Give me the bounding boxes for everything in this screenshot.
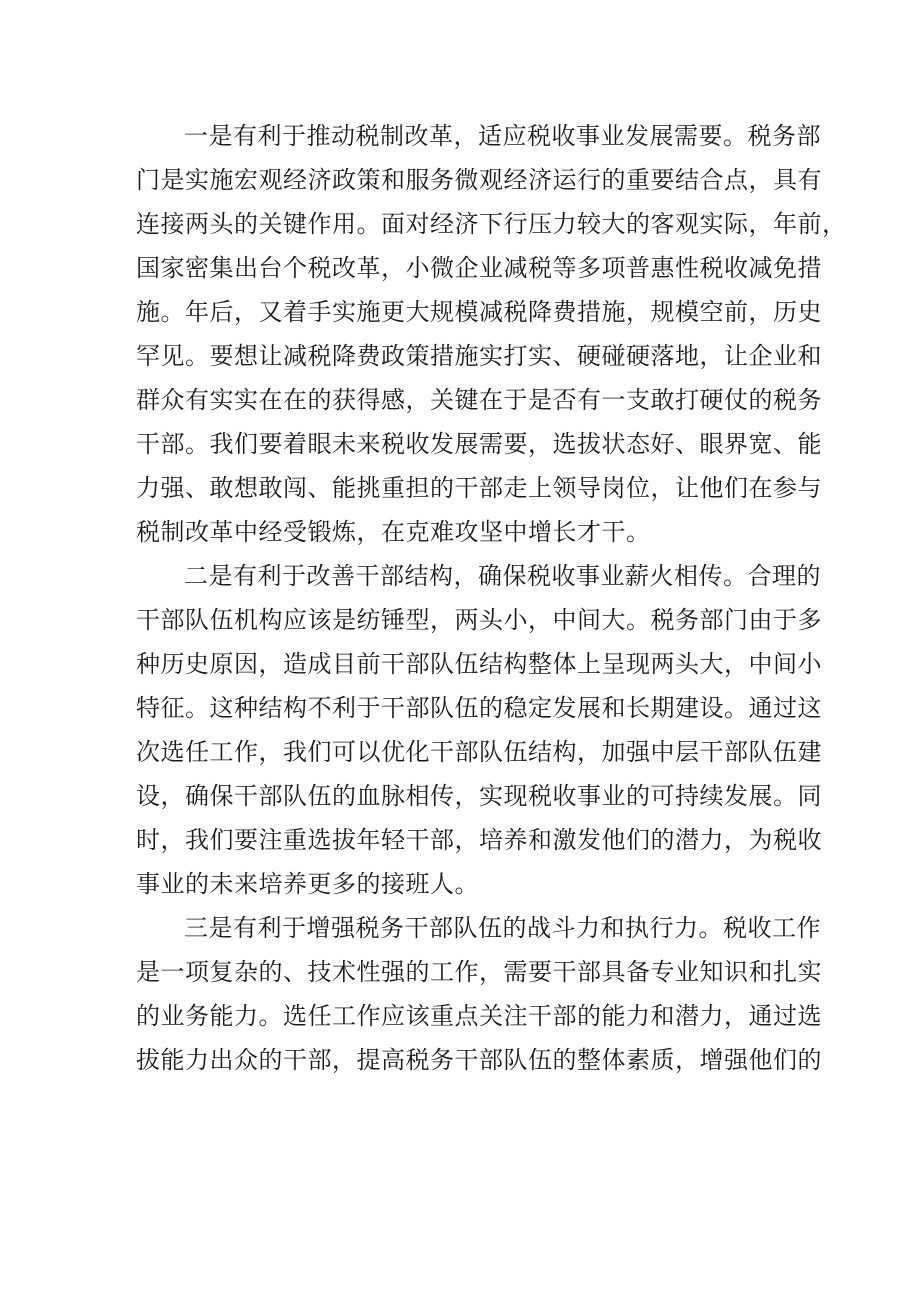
- paragraph-1-line: 一是有利于推动税制改革，适应税收事业发展需要。税务部: [184, 122, 821, 150]
- paragraph-1-line: 群众有实实在在的获得感，关键在于是否有一支敢打硬仗的税务: [136, 386, 822, 414]
- paragraph-1-line: 国家密集出台个税改革，小微企业减税等多项普惠性税收减免措: [136, 254, 822, 282]
- paragraph-2-line: 时，我们要注重选拔年轻干部，培养和激发他们的潜力，为税收: [136, 826, 822, 854]
- paragraph-2-line: 设，确保干部队伍的血脉相传，实现税收事业的可持续发展。同: [136, 782, 822, 810]
- paragraph-3-line: 三是有利于增强税务干部队伍的战斗力和执行力。税收工作: [184, 914, 821, 942]
- paragraph-1-line: 税制改革中经受锻炼，在克难攻坚中增长才干。: [136, 518, 651, 546]
- paragraph-1-line: 连接两头的关键作用。面对经济下行压力较大的客观实际，年前，: [136, 210, 847, 238]
- paragraph-2-line: 干部队伍机构应该是纺锤型，两头小，中间大。税务部门由于多: [136, 606, 822, 634]
- paragraph-1-line: 罕见。要想让减税降费政策措施实打实、硬碰硬落地，让企业和: [136, 342, 822, 370]
- paragraph-3-line: 是一项复杂的、技术性强的工作，需要干部具备专业知识和扎实: [136, 958, 822, 986]
- paragraph-3-line: 拔能力出众的干部，提高税务干部队伍的整体素质，增强他们的: [136, 1046, 822, 1074]
- paragraph-1-line: 力强、敢想敢闯、能挑重担的干部走上领导岗位，让他们在参与: [136, 474, 822, 502]
- paragraph-2-line: 次选任工作，我们可以优化干部队伍结构，加强中层干部队伍建: [136, 738, 822, 766]
- paragraph-3-line: 的业务能力。选任工作应该重点关注干部的能力和潜力，通过选: [136, 1002, 822, 1030]
- paragraph-1-line: 门是实施宏观经济政策和服务微观经济运行的重要结合点，具有: [136, 166, 822, 194]
- paragraph-2-line: 特征。这种结构不利于干部队伍的稳定发展和长期建设。通过这: [136, 694, 822, 722]
- paragraph-2-line: 事业的未来培养更多的接班人。: [136, 870, 479, 898]
- paragraph-1-line: 干部。我们要着眼未来税收发展需要，选拔状态好、眼界宽、能: [136, 430, 822, 458]
- paragraph-2-line: 二是有利于改善干部结构，确保税收事业薪火相传。合理的: [184, 562, 821, 590]
- paragraph-1-line: 施。年后，又着手实施更大规模减税降费措施，规模空前，历史: [136, 298, 822, 326]
- paragraph-2-line: 种历史原因，造成目前干部队伍结构整体上呈现两头大，中间小: [136, 650, 822, 678]
